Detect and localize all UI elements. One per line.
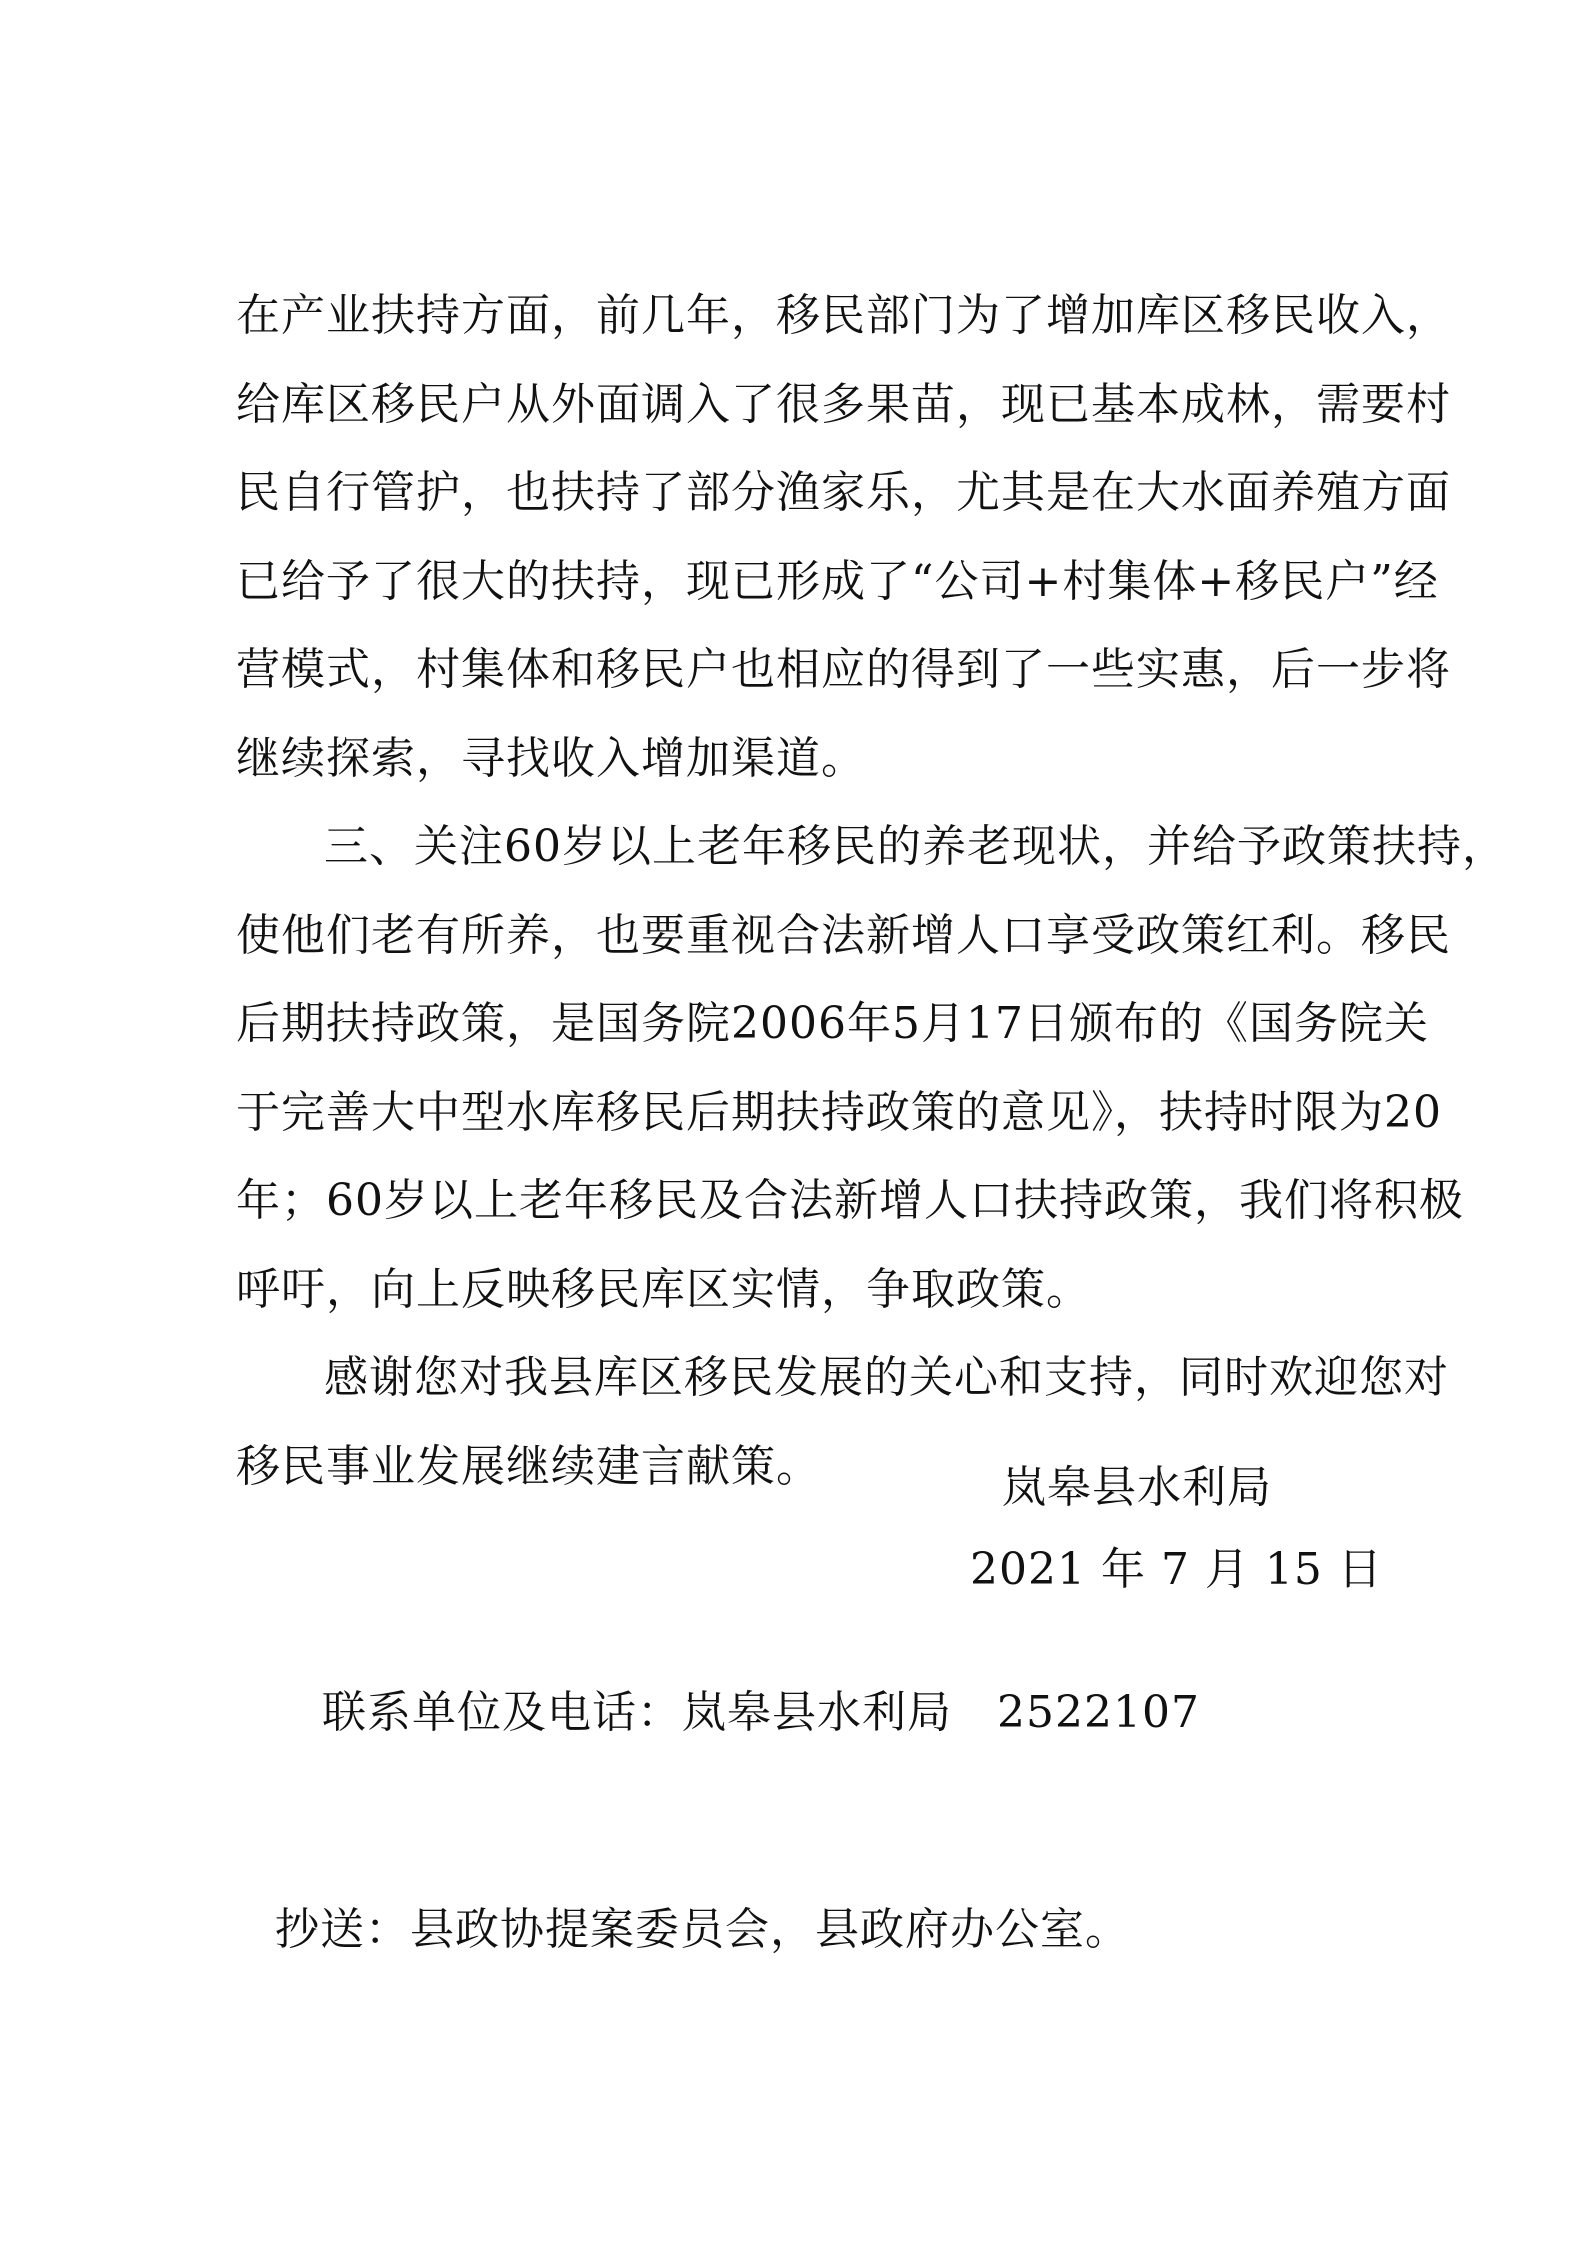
paragraph-line: 已给予了很大的扶持，现已形成了“公司+村集体+移民户”经 xyxy=(236,555,1439,607)
carbon-copy-line: 抄送：县政协提案委员会，县政府办公室。 xyxy=(275,1904,1130,1955)
paragraph-line: 呼吁，向上反映移民库区实情，争取政策。 xyxy=(236,1263,1091,1315)
paragraph-line: 移民事业发展继续建言献策。 xyxy=(236,1440,821,1492)
paragraph-line: 感谢您对我县库区移民发展的关心和支持，同时欢迎您对 xyxy=(324,1352,1449,1403)
paragraph-line: 在产业扶持方面，前几年，移民部门为了增加库区移民收入， xyxy=(236,290,1451,341)
paragraph-industry-support xyxy=(236,272,1451,803)
paragraph-line: 于完善大中型水库移民后期扶持政策的意见》，扶持时限为20 xyxy=(236,1086,1442,1138)
signature-date: 2021 年 7 月 15 日 xyxy=(970,1544,1383,1595)
paragraph-line: 民自行管护，也扶持了部分渔家乐，尤其是在大水面养殖方面 xyxy=(236,467,1451,518)
paragraph-line: 给库区移民户从外面调入了很多果苗，现已基本成林，需要村 xyxy=(236,378,1451,430)
paragraph-line: 三、关注60岁以上老年移民的养老现状，并给予政策扶持， xyxy=(324,821,1507,872)
paragraph-elderly-migrants xyxy=(236,803,1507,1334)
paragraph-line: 营模式，村集体和移民户也相应的得到了一些实惠，后一步将 xyxy=(236,644,1451,695)
paragraph-line: 使他们老有所养，也要重视合法新增人口享受政策红利。移民 xyxy=(236,909,1451,961)
contact-info: 联系单位及电话：岚皋县水利局 2522107 xyxy=(322,1687,1200,1738)
paragraph-line: 继续探索，寻找收入增加渠道。 xyxy=(236,732,866,784)
paragraph-line: 年；60岁以上老年移民及合法新增人口扶持政策，我们将积极 xyxy=(236,1175,1464,1226)
signature-organization: 岚皋县水利局 xyxy=(1002,1462,1272,1513)
letter-body xyxy=(236,272,1507,1511)
paragraph-line: 后期扶持政策，是国务院2006年5月17日颁布的《国务院关 xyxy=(236,998,1429,1049)
